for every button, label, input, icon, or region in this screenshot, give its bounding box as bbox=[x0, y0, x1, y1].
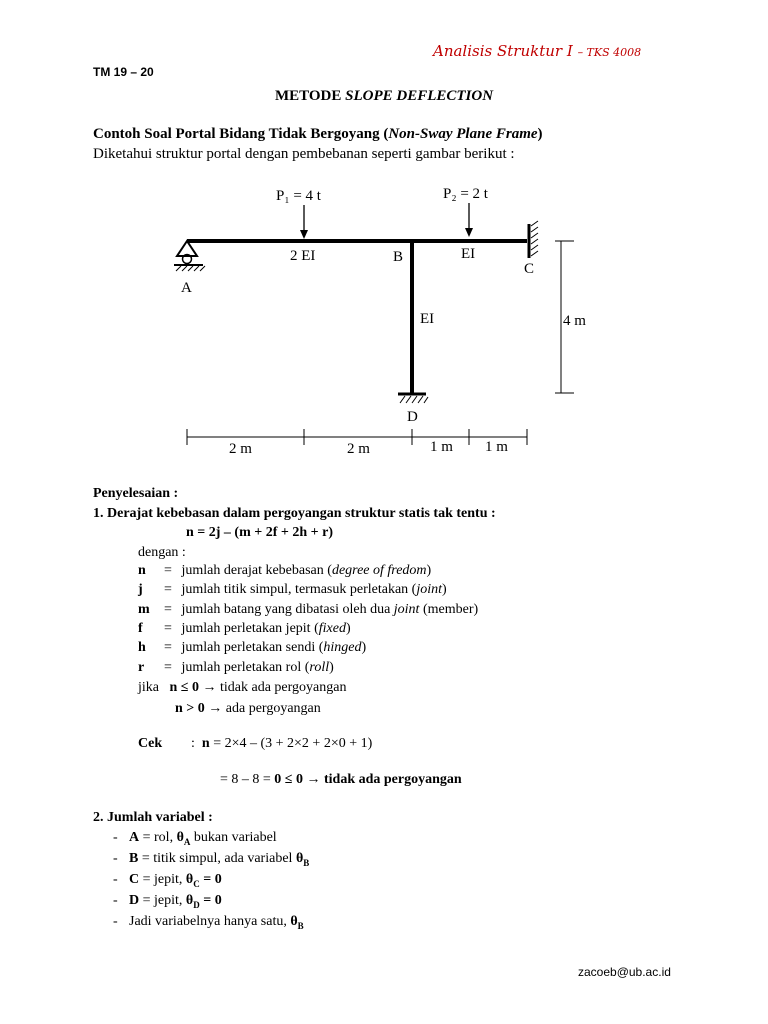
dof-formula: n = 2j – (m + 2f + 2h + r) bbox=[186, 525, 334, 540]
stiffness-ab: 2 EI bbox=[290, 248, 316, 264]
cek-calculation: Cek : n = 2×4 – (3 + 2×2 + 2×0 + 1) bbox=[138, 736, 373, 751]
load-arrow-p2 bbox=[465, 203, 473, 237]
span-label-2: 2 m bbox=[347, 441, 370, 457]
definition-m: m = jumlah batang yang dibatasi oleh dua joint (member) bbox=[138, 602, 479, 617]
course-title: Analisis Struktur I bbox=[433, 42, 573, 60]
intro-text: Diketahui struktur portal dengan pembebanan seperti gambar berikut : bbox=[93, 146, 515, 162]
variable-d: - D = jepit, $\theta_D = 0$ bbox=[113, 893, 222, 910]
example-heading: Contoh Soal Portal Bidang Tidak Bergoyang (Non-Sway Plane Frame) bbox=[93, 126, 543, 142]
variable-b: - B = titik simpul, ada variabel $\theta_B$ bbox=[113, 851, 310, 868]
load-label-p2: P₂ = 2 t bbox=[443, 186, 488, 202]
tm-label: TM 19 – 20 bbox=[93, 65, 154, 79]
load-label-p1: P₁ = 4 t bbox=[276, 188, 321, 204]
definition-j: j = jumlah titik simpul, termasuk perletakan (joint) bbox=[138, 582, 447, 597]
frame-diagram bbox=[0, 0, 768, 470]
definition-h: h = jumlah perletakan sendi (hinged) bbox=[138, 640, 367, 655]
span-label-3: 1 m bbox=[430, 439, 453, 455]
course-code: – TKS 4008 bbox=[577, 46, 642, 59]
height-label: 4 m bbox=[563, 313, 586, 329]
cek-result: = 8 – 8 = 0 ≤ 0 → tidak ada pergoyangan bbox=[220, 772, 462, 787]
condition-jika: jika n ≤ 0 → tidak ada pergoyangan bbox=[138, 680, 347, 695]
step2-title: 2. Jumlah variabel : bbox=[93, 810, 213, 825]
variable-summary: - Jadi variabelnya hanya satu, $\theta_B$ bbox=[113, 914, 304, 931]
variable-a: - A = rol, $\theta_A$ bukan variabel bbox=[113, 830, 277, 847]
step1-title: 1. Derajat kebebasan dalam pergoyangan struktur statis tak tentu : bbox=[93, 506, 496, 521]
definition-r: r = jumlah perletakan rol (roll) bbox=[138, 660, 334, 675]
node-d-label: D bbox=[407, 409, 418, 425]
support-d-fixed bbox=[398, 394, 428, 403]
definition-f: f = jumlah perletakan jepit (fixed) bbox=[138, 621, 351, 636]
span-label-4: 1 m bbox=[485, 439, 508, 455]
stiffness-bd: EI bbox=[420, 311, 435, 327]
span-label-1: 2 m bbox=[229, 441, 252, 457]
condition-ada: n > 0 → ada pergoyangan bbox=[175, 701, 321, 716]
dengan-label: dengan : bbox=[138, 545, 186, 560]
node-b-label: B bbox=[393, 249, 404, 265]
node-c-label: C bbox=[524, 261, 535, 277]
page-title: METODE SLOPE DEFLECTION bbox=[274, 88, 494, 104]
support-a-roller bbox=[174, 241, 205, 271]
node-a-label: A bbox=[181, 280, 192, 296]
variable-c: - C = jepit, $\theta_C = 0$ bbox=[113, 872, 222, 889]
support-c-fixed bbox=[529, 221, 538, 258]
footer-email: zacoeb@ub.ac.id bbox=[578, 965, 671, 979]
definition-n: n = jumlah derajat kebebasan (degree of fredom) bbox=[138, 563, 432, 578]
solution-label: Penyelesaian : bbox=[93, 486, 179, 501]
load-arrow-p1 bbox=[300, 205, 308, 239]
stiffness-bc: EI bbox=[461, 246, 476, 262]
